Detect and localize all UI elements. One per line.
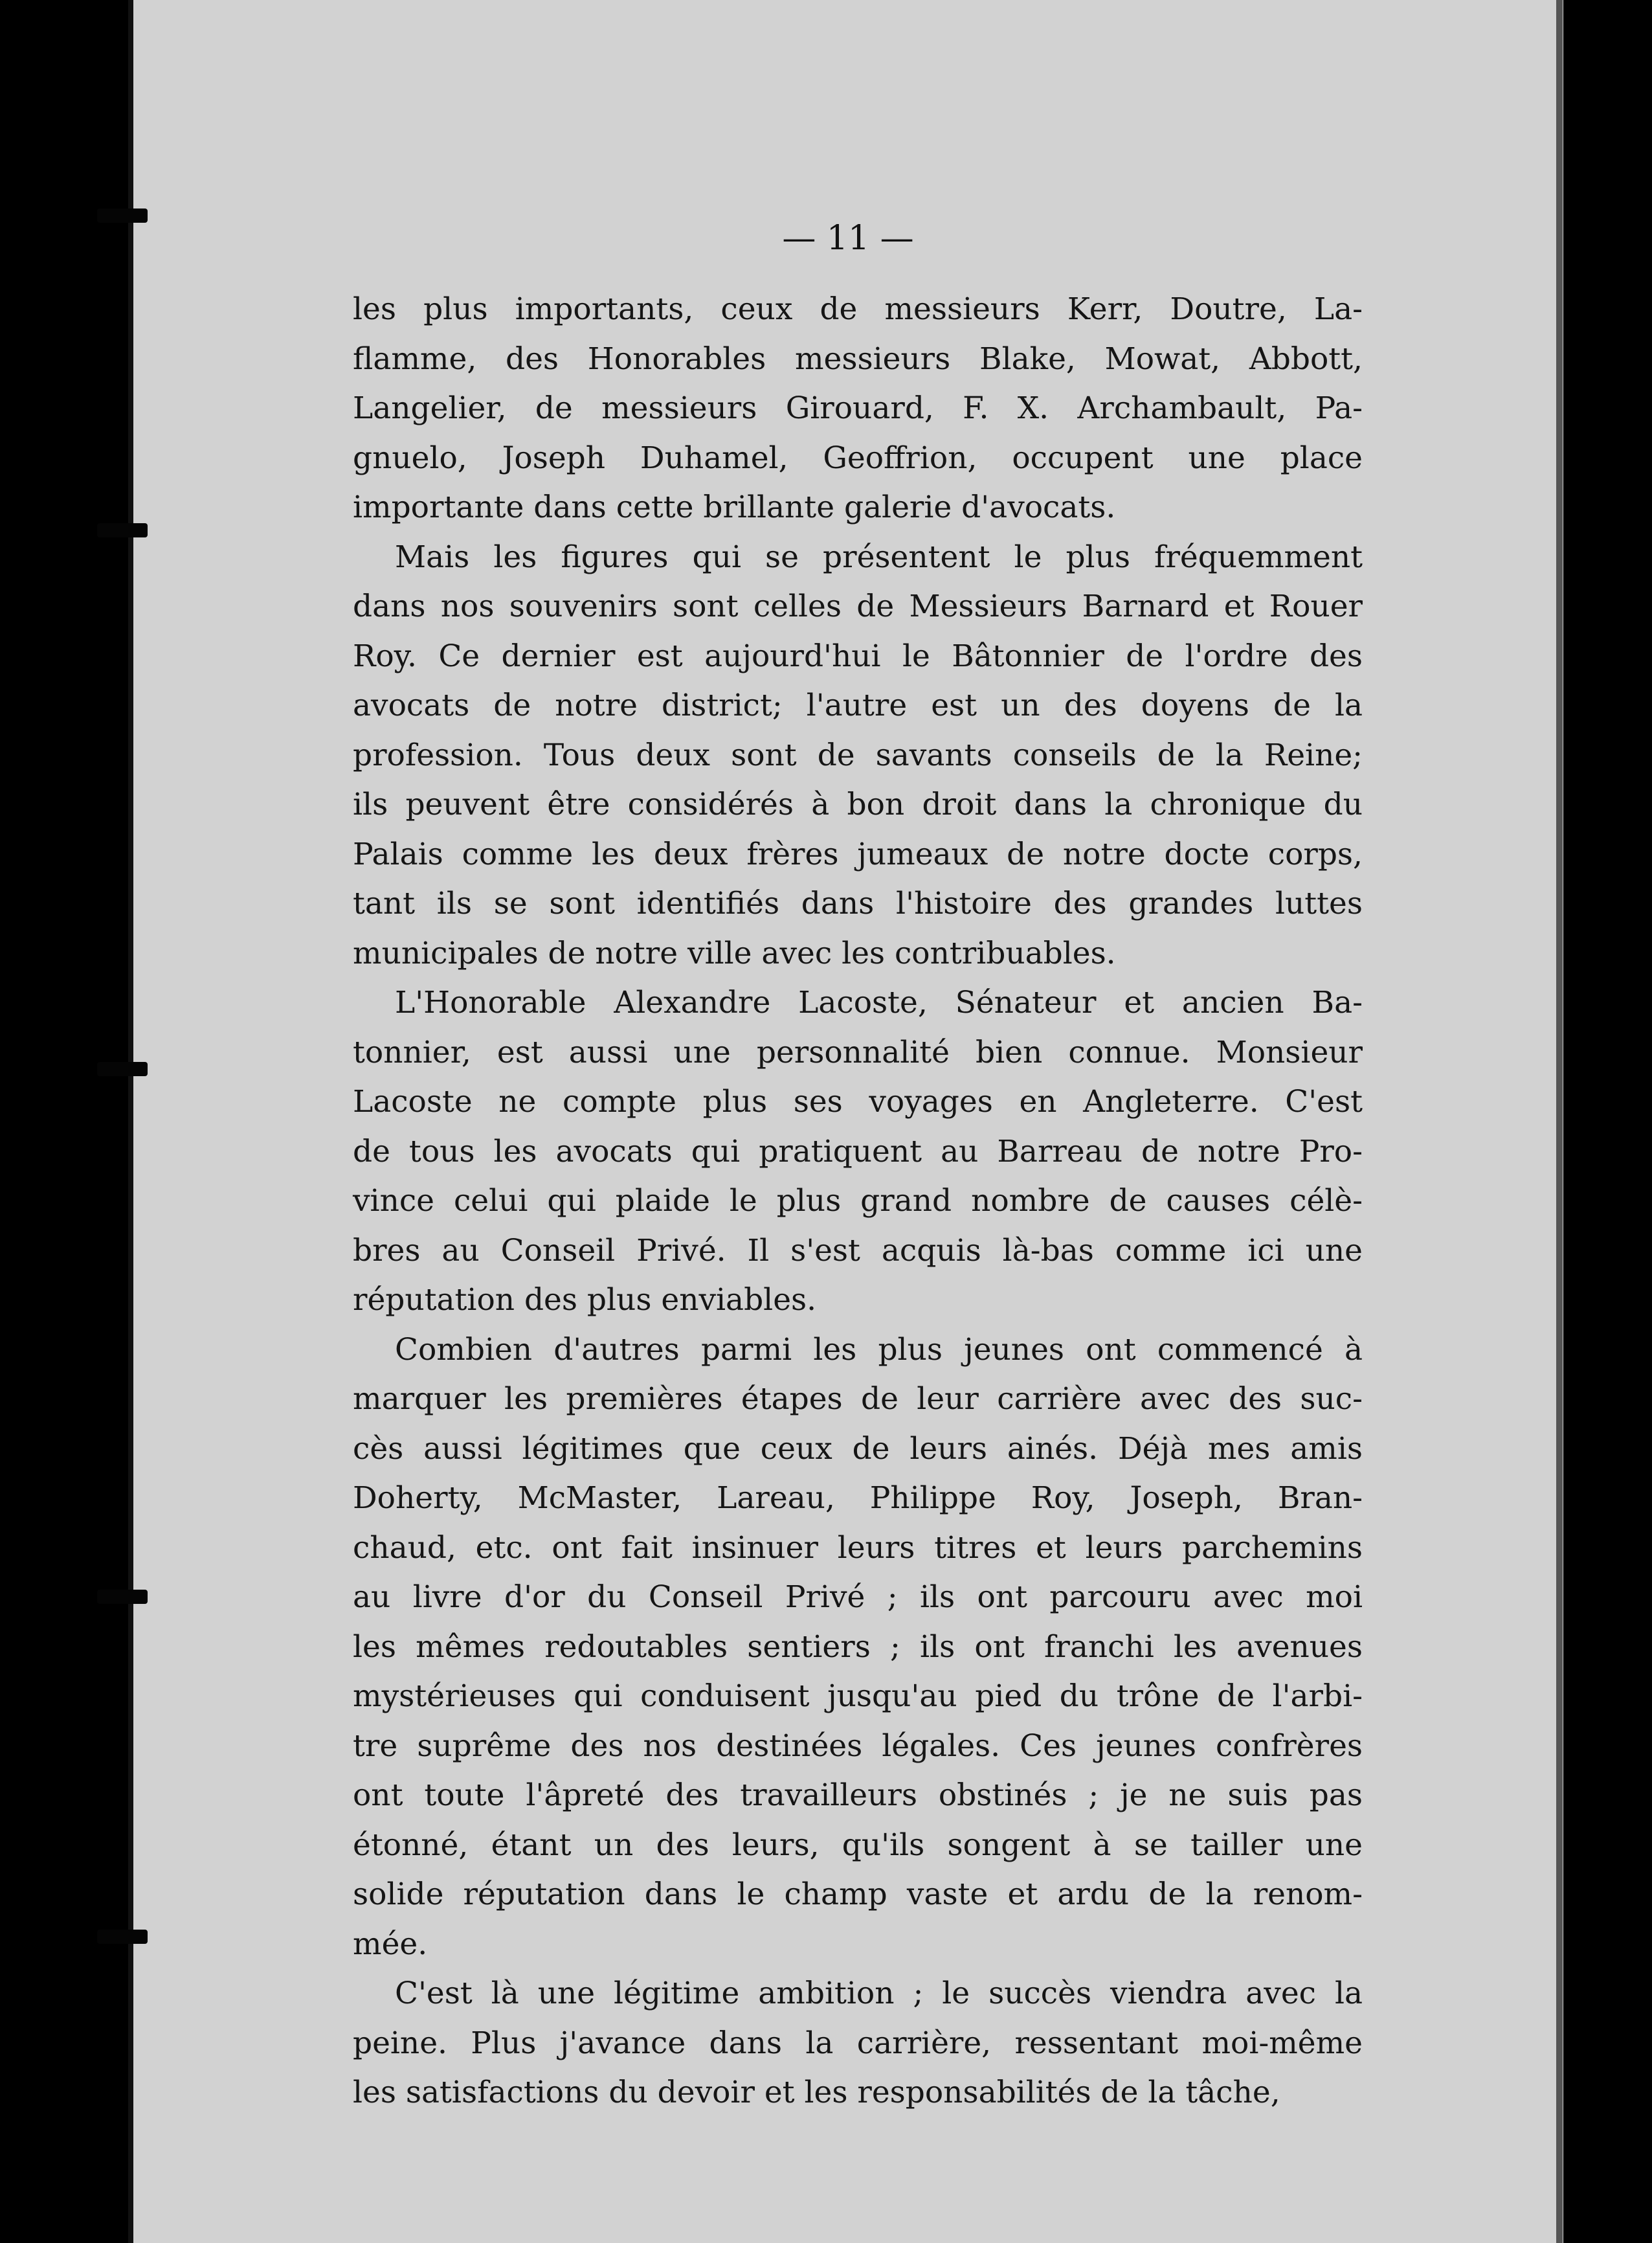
text-line: avocats de notre district; l'autre est un des doyens de la bbox=[353, 688, 1363, 723]
paragraph bbox=[353, 1969, 1363, 2118]
text-line: flamme, des Honorables messieurs Blake, Mowat, Abbott, bbox=[353, 341, 1363, 377]
text-line: ont toute l'âpreté des travailleurs obstinés ; je ne suis pas bbox=[353, 1777, 1363, 1813]
text-line: cès aussi légitimes que ceux de leurs ainés. Déjà mes amis bbox=[353, 1430, 1363, 1467]
text-line: importante dans cette brillante galerie d'avocats. bbox=[353, 490, 1116, 525]
page-number: — 11 — bbox=[782, 219, 914, 258]
text-line: solide réputation dans le champ vaste et ardu de la renom- bbox=[353, 1877, 1363, 1912]
text-line: chaud, etc. ont fait insinuer leurs titres et leurs parchemins bbox=[353, 1529, 1363, 1566]
text-line: tonnier, est aussi une personnalité bien connue. Monsieur bbox=[353, 1034, 1363, 1070]
binding-stitch bbox=[97, 209, 148, 223]
paragraph bbox=[353, 978, 1363, 1325]
text-line: tre suprême des nos destinées légales. Ces jeunes confrères bbox=[353, 1728, 1363, 1764]
page-right-edge bbox=[1556, 0, 1563, 2243]
text-line: ils peuvent être considérés à bon droit dans la chronique du bbox=[353, 787, 1363, 822]
body-text bbox=[353, 285, 1363, 2118]
text-line: les plus importants, ceux de messieurs Kerr, Doutre, La- bbox=[353, 291, 1363, 327]
paragraph bbox=[353, 1325, 1363, 1970]
text-line: Palais comme les deux frères jumeaux de notre docte corps, bbox=[353, 836, 1363, 872]
text-line: au livre d'or du Conseil Privé ; ils ont parcouru avec moi bbox=[353, 1579, 1363, 1615]
text-line: étonné, étant un des leurs, qu'ils songent à se tailler une bbox=[353, 1827, 1363, 1863]
text-line: dans nos souvenirs sont celles de Messieurs Barnard et Rouer bbox=[353, 589, 1363, 624]
text-line: réputation des plus enviables. bbox=[353, 1282, 817, 1318]
text-line: Roy. Ce dernier est aujourd'hui le Bâtonnier de l'ordre des bbox=[353, 638, 1363, 674]
text-line: marquer les premières étapes de leur carrière avec des suc- bbox=[353, 1381, 1363, 1417]
text-line: les satisfactions du devoir et les responsabilités de la tâche, bbox=[353, 2075, 1280, 2110]
binding-stitch bbox=[97, 1590, 148, 1604]
text-line: gnuelo, Joseph Duhamel, Geoffrion, occupent une place bbox=[353, 440, 1363, 476]
text-line: peine. Plus j'avance dans la carrière, ressentant moi-même bbox=[353, 2025, 1363, 2061]
text-line: Langelier, de messieurs Girouard, F. X. Archambault, Pa- bbox=[353, 390, 1363, 426]
text-line: Doherty, McMaster, Lareau, Philippe Roy, Joseph, Bran- bbox=[353, 1480, 1363, 1516]
text-line: mée. bbox=[353, 1926, 428, 1962]
text-line: bres au Conseil Privé. Il s'est acquis là-bas comme ici une bbox=[353, 1232, 1363, 1268]
text-line: municipales de notre ville avec les contribuables. bbox=[353, 935, 1116, 971]
text-line: C'est là une légitime ambition ; le succès viendra avec la bbox=[395, 1976, 1363, 2011]
paragraph bbox=[353, 533, 1363, 979]
text-line: mystérieuses qui conduisent jusqu'au pied du trône de l'arbi- bbox=[353, 1678, 1363, 1714]
binding-stitch bbox=[97, 1062, 148, 1076]
text-line: de tous les avocats qui pratiquent au Barreau de notre Pro- bbox=[353, 1133, 1363, 1169]
text-line: Lacoste ne compte plus ses voyages en Angleterre. C'est bbox=[353, 1084, 1363, 1120]
text-line: profession. Tous deux sont de savants conseils de la Reine; bbox=[353, 737, 1363, 773]
binding-stitch bbox=[97, 523, 148, 537]
text-line: les mêmes redoutables sentiers ; ils ont franchi les avenues bbox=[353, 1629, 1363, 1665]
text-line: vince celui qui plaide le plus grand nombre de causes célè- bbox=[353, 1183, 1363, 1219]
paragraph bbox=[353, 285, 1363, 533]
text-line: tant ils se sont identifiés dans l'histoire des grandes luttes bbox=[353, 886, 1363, 921]
binding-stitch bbox=[97, 1930, 148, 1944]
text-line: L'Honorable Alexandre Lacoste, Sénateur et ancien Ba- bbox=[395, 985, 1363, 1020]
binding-edge bbox=[128, 0, 133, 2243]
text-line: Mais les figures qui se présentent le plus fréquemment bbox=[395, 539, 1363, 575]
text-line: Combien d'autres parmi les plus jeunes ont commencé à bbox=[395, 1331, 1363, 1368]
